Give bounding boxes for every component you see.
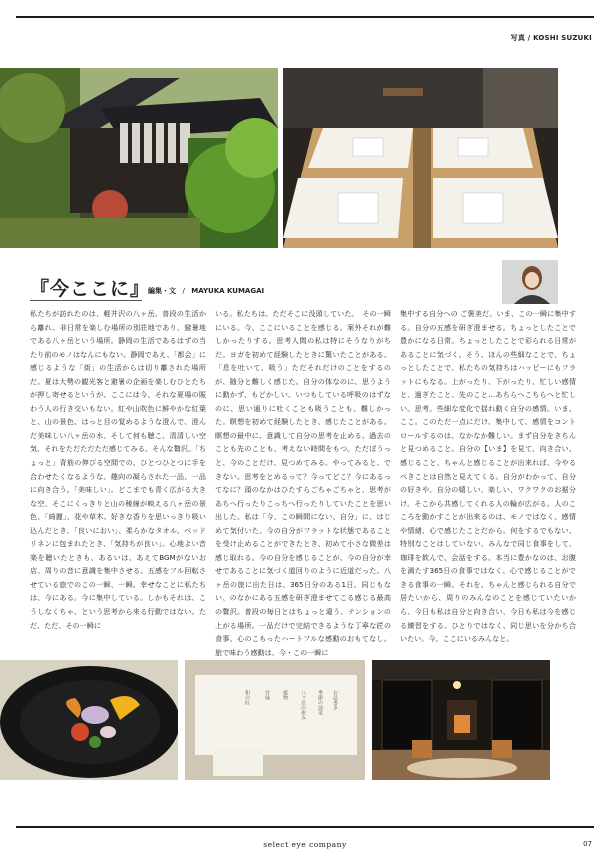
menu-line-3: 八ヶ岳の恵み — [300, 690, 306, 720]
menu-line-4: 焼物 — [282, 690, 288, 700]
menu-line-1: お品書き — [332, 690, 338, 710]
title-underline — [30, 300, 142, 301]
photo-interior-night — [372, 660, 550, 780]
menu-line-2: 季節の前菜 — [317, 690, 323, 715]
author-portrait — [502, 260, 558, 304]
footer-brand: select eye company — [263, 840, 347, 849]
top-rule — [16, 16, 594, 18]
menu-line-5: 甘味 — [264, 690, 270, 700]
article-column-2: いる。私たちは、ただそこに没頭していた。 その一瞬にいる。今、ここにいることを感じる。案外それが難しかったりする。思考人間の私は特にそうなりがちだ。ヨガを初めて経験したときに驚いたことがある。「息を吐いて、吸う」ただそれだけのことをするのが、随分と難しく感じた。自分の体なのに、思うように動かず、もどかしい。いつもしている呼吸のはずなのに、思い通りに吐くことも吸うことも、難しかった。瞑想を初めて経験したとき、感じたことがある。瞑想の最中に、意識して自分の思考を止める。過去のことも先のことも、考えない時間をもつ。ただぼうっと、今のことだけ、見つめてみる。やってみると、できない。思考をとめるって？今ってどこ？今にあるってなに？頭のなかはひたすらごちゃごちゃと、思考があちへ行ったりこっちへ行ったりしていたことを思い出した。私は「今、この瞬間にない、自分」に、はじめて気付いた。今の自分がフラットな状態であることを受け止めることができたとき、初めて小さな微差は感じ取れる。今の自分を感じることが、今の自分が幸せであることに気づく道回りのように近道だった。八ヶ岳の旅に出た日は、365日分のある1日。同じもない、のなかにある五感を研ぎ澄ませてこる感じる最高の贅沢。普段の毎日とはちょっと違う、テンションの上がる場所。一品だけで完結できるような丁寧な匠の食事、心のこもったハートフルな感動のおもてなし。旅で味わう感動は、今・この一瞬に — [215, 309, 391, 657]
photo-menu-card — [185, 660, 365, 780]
menu-line-6: 和の匠 — [244, 690, 250, 705]
bottom-rule — [16, 826, 594, 828]
article-column-3: 集中する自分への ご褒美だ。いま、この一瞬に集中する。自分の五感を研ぎ澄ませる。ちょっとしたことで豊かになる日常。ちょっとしたことで彩られる日常があることに気づく。そう、ほんの些細なことで、ちょっとしたことで、私たちの気持ちはハッピーにもフラットにもなる。上がったり、下がったり、忙しい感情と、過ぎたこと、先のこと…あちらへこちらへと忙しい。思考。些細な変化で揺れ動く自分の感情。いま、ここ。このただ一点にだけ、集中して、感情をコントロールするのは、なかなか難しい。まず自分をきちんと見つめること。自分の【いま】を見て、向き合い、感じること、ちゃんと感じることが出来れば、今やるべきことは自然と見えてくる。自分がわかって、自分の好きや、自分の嬉しい、楽しい、ワクワクのお裾分け。そこから共感してくれる人の輪が広がる。人のこころを動かすことが出来るのは、モノではなく、感情や情緒、心で感じたことだから。何をするでもない、特別なことはしていない、みんなで同じ食事をして、珈琲を飲んで、会話をする。本当に豊かなのは、お腹を満たす365日の食事ではなく、心で感じることができる食事の一瞬。それを、ちゃんと感じられる自分で居たいから、周りのみんなのことを感じていたいから、今日も私は自分と向き合い、今日も私は今を感じる練習をする。ひとりではなく、同じ思いを分かち合いたい。今、ここにいるみんなと。 — [400, 309, 576, 644]
byline-separator: / — [182, 287, 185, 295]
byline-author: MAYUKA KUMAGAI — [191, 287, 265, 295]
byline — [148, 286, 264, 296]
photo-dining-table — [283, 68, 558, 248]
byline-role: 編集・文 — [148, 287, 176, 295]
photo-house-forest — [0, 68, 278, 248]
article-title: 『今ここに』 — [30, 278, 151, 300]
article-column-1: 私たちが訪れたのは、軽井沢の八ヶ岳。普段の生活から離れ、非日常を楽しむ場所の別荘地であり、避暑地である八ヶ岳という場所。静岡の生活であるはずの当たり前のモノはなんにもない。静岡であえ、「都会」に感じるような「街」の生活からは切り離された場所だ。夏は大勢の観光客と避暑の企画を楽しむひとたちが押し寄せるというが、ここには今、それな夏場の賑わう人の行き交いもない。紅や山吹色に鮮やかな紅葉と、山の景色、はっと目の覚めるような澄んで、澄んだ美味しい八ヶ岳の水、そして何も聴こ、清清しい空気、それをただただただ感じてみる。そんな贅沢。「ちょっと」背筋の伸びる空間での、ひとつひとつに手を合わせたくなるような、趣向の凝らされた一品、一品に向き合う。「美味しい」。どこまでも青く広がる大きな空、そこにくっきりと山の稜線が映える八ヶ岳の景色、「綺麗」、花や草木、好きな香りを思いっきり吸い込んだとき、「良いにおい」、柔らかなタオル、ベッドリネンに包まれたとき、「気持ちが良い」。心地よい音楽を聴いたときも、あるいは、あえてBGMがないお店、周りの音に意識を集中させる。五感をフル回転させている旅でのこの一瞬、一瞬。幸せなことに私たちは、今にある。今に集中している。しかもそれは、こうしなくちゃ、という思考から来る行動ではない。ただ、ただ、その一瞬に — [30, 309, 206, 630]
page-number: 07 — [583, 840, 592, 848]
photo-plated-dish — [0, 660, 178, 780]
photo-credit: 写真 / KOSHI SUZUKI — [510, 34, 592, 42]
